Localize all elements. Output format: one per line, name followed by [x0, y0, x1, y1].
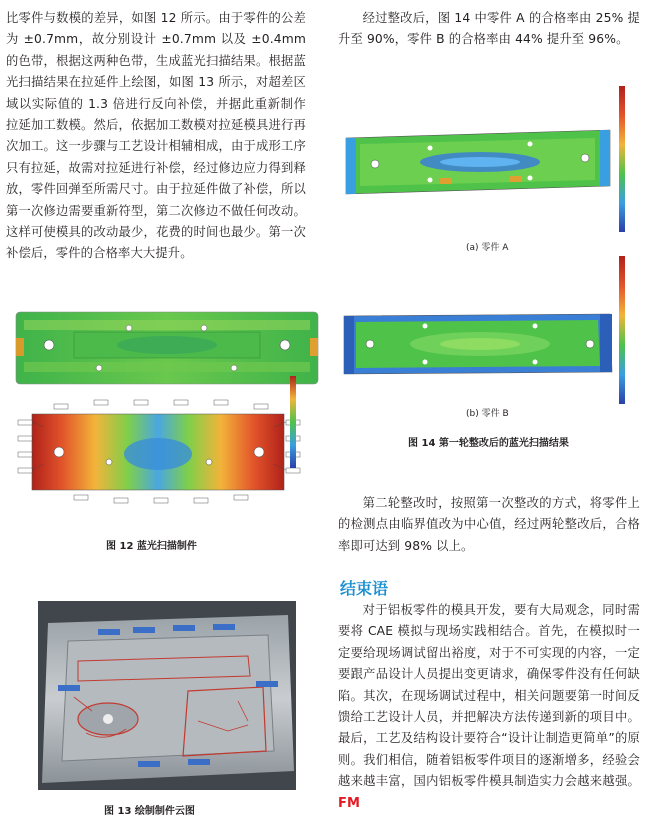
figure-12-caption: 图 12 蓝光扫描制件 [106, 541, 197, 552]
figure-12-top-scan [14, 308, 320, 388]
conclusion-text: 对于铝板零件的模具开发，要有大局观念，同时需要将 CAE 模拟与现场实践相结合。首先，在模拟时一定要给现场调试留出裕度，对于不可实现的内容，一定要跟产品设计人员提出变更请求，确保零件没有任何缺陷。其次，在现场调试过程中，相关问题要第一时间反馈给工艺设计人员，并把解决方法传递到新的项目中。最后，工艺及结构设计要符合“设计让制造更简单”的原则。我们相信，随着铝板零件项目的逐渐增多，经验会越来越丰富，国内铝板零件模具制造实力会越来越强。 [338, 603, 640, 789]
fm-end-mark: FM [338, 795, 361, 811]
left-paragraph-1: 比零件与数模的差异，如图 12 所示。由于零件的公差为 ±0.7mm，故分别设计 ±0.7mm 以及 ±0.4mm 的色带，根据这两种色带，生成蓝光扫描结果。根据蓝光扫描结果在拉延件上绘图，如图 13 所示，对超差区域以实际值的 1.3 倍进行反向补偿，并据此重新制作拉延加工数模。然后，依据加工数模对拉延模具进行再次加工。这一步骤与工艺设计相辅相成，由于成形工序只有拉延，故需对拉延进行补偿，经过修边应力得到释放，零件回弹至所需尺寸。由于拉延件做了补偿，所以第一次修边需要重新符型，第二次修边不做任何改动。这样可使模具的改动最少，花费的时间也最少。第一次补偿后，零件的合格率大大提升。 [6, 11, 306, 261]
right-column-conclusion [338, 600, 640, 814]
figure-14a-color-scale [619, 86, 625, 232]
scan-image-long-panel [14, 308, 320, 388]
figure-13-photo [38, 601, 296, 790]
figure-14b-scan [340, 254, 630, 400]
scan-image-part-b [340, 254, 630, 400]
scan-image-part-a [340, 86, 630, 228]
figure-14a-subcaption: (a) 零件 A [466, 243, 509, 253]
left-column [6, 8, 306, 265]
figure-14a-scan [340, 86, 630, 228]
figure-12-color-scale [290, 376, 296, 468]
right-paragraph-1: 经过整改后，图 14 中零件 A 的合格率由 25% 提升至 90%，零件 B 的合格率由 44% 提升至 96%。 [338, 11, 640, 47]
right-paragraph-2: 第二轮整改时，按照第一次整改的方式，将零件上的检测点由临界值改为中心值，经过两轮整改后，合格率即可达到 98% 以上。 [338, 496, 640, 553]
right-column-top [338, 8, 640, 51]
photo-drawn-part [38, 601, 296, 790]
figure-14-caption: 图 14 第一轮整改后的蓝光扫描结果 [408, 438, 569, 449]
conclusion-paragraph [338, 600, 640, 814]
figure-14b-color-scale [619, 256, 625, 404]
scan-image-deviation-map [14, 392, 320, 510]
figure-14b-subcaption: (b) 零件 B [466, 409, 509, 419]
figure-12-bottom-scan [14, 392, 320, 510]
conclusion-heading: 结束语 [340, 579, 389, 598]
right-column-middle [338, 493, 640, 557]
figure-13-caption: 图 13 绘制制件云图 [104, 806, 195, 817]
